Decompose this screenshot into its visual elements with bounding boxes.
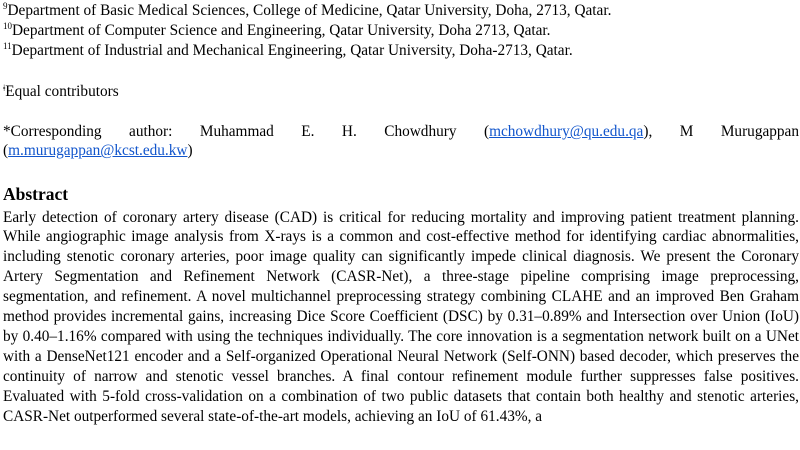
affiliation-text: Department of Basic Medical Sciences, College of Medicine, Qatar University, Doha, 2713, Qatar. [7,2,612,19]
corresponding-suffix: ) [187,142,193,159]
email-link-murugappan[interactable]: m.murugappan@kcst.edu.kw [8,142,188,159]
corresponding-author [3,122,799,160]
equal-contributors-note [3,79,119,101]
corresponding-middle: ), M Murugappan ( [3,123,799,159]
corresponding-prefix: *Corresponding author: Muhammad E. H. Chowdhury ( [3,123,490,140]
affiliation-text: Department of Industrial and Mechanical Engineering, Qatar University, Doha-2713, Qatar. [11,42,573,59]
equal-contributors-text: Equal contributors [5,83,119,100]
equal-contributors-mark: ǂ [3,83,6,93]
affiliation-11 [3,37,573,60]
affiliation-number: 10 [3,21,12,31]
affiliation-number: 11 [3,41,12,51]
abstract-body: Early detection of coronary artery disease (CAD) is critical for reducing mortality and improving patient treatment planning. While angiographic image analysis from X-rays is a common and cost-effective method for identifying cardiac abnormalities, including stenotic coronary arteries, poor image quality can significantly impede clinical diagnosis. We present the Coronary Artery Segmentation and Refinement Network (CASR-Net), a three-stage pipeline comprising image preprocessing, segmentation, and refinement. A novel multichannel preprocessing strategy combining CLAHE and an improved Ben Graham method provides incremental gains, increasing Dice Score Coefficient (DSC) by 0.31–0.89% and Intersection over Union (IoU) by 0.40–1.16% compared with using the techniques individually. The core innovation is a segmentation network built on a UNet with a DenseNet121 encoder and a Self-organized Operational Neural Network (Self-ONN) based decoder, which preserves the continuity of narrow and stenotic vessel branches. A final contour refinement module further suppresses false positives. Evaluated with 5-fold cross-validation on a combination of two public datasets that contain both healthy and stenotic arteries, CASR-Net outperformed several state-of-the-art models, achieving an IoU of 61.43%, a [3,208,799,425]
email-link-chowdhury[interactable]: mchowdhury@qu.edu.qa [489,123,644,140]
abstract-heading: Abstract [3,184,69,204]
affiliation-text: Department of Computer Science and Engineering, Qatar University, Doha 2713, Qatar. [12,22,551,39]
affiliation-number: 9 [3,1,8,11]
